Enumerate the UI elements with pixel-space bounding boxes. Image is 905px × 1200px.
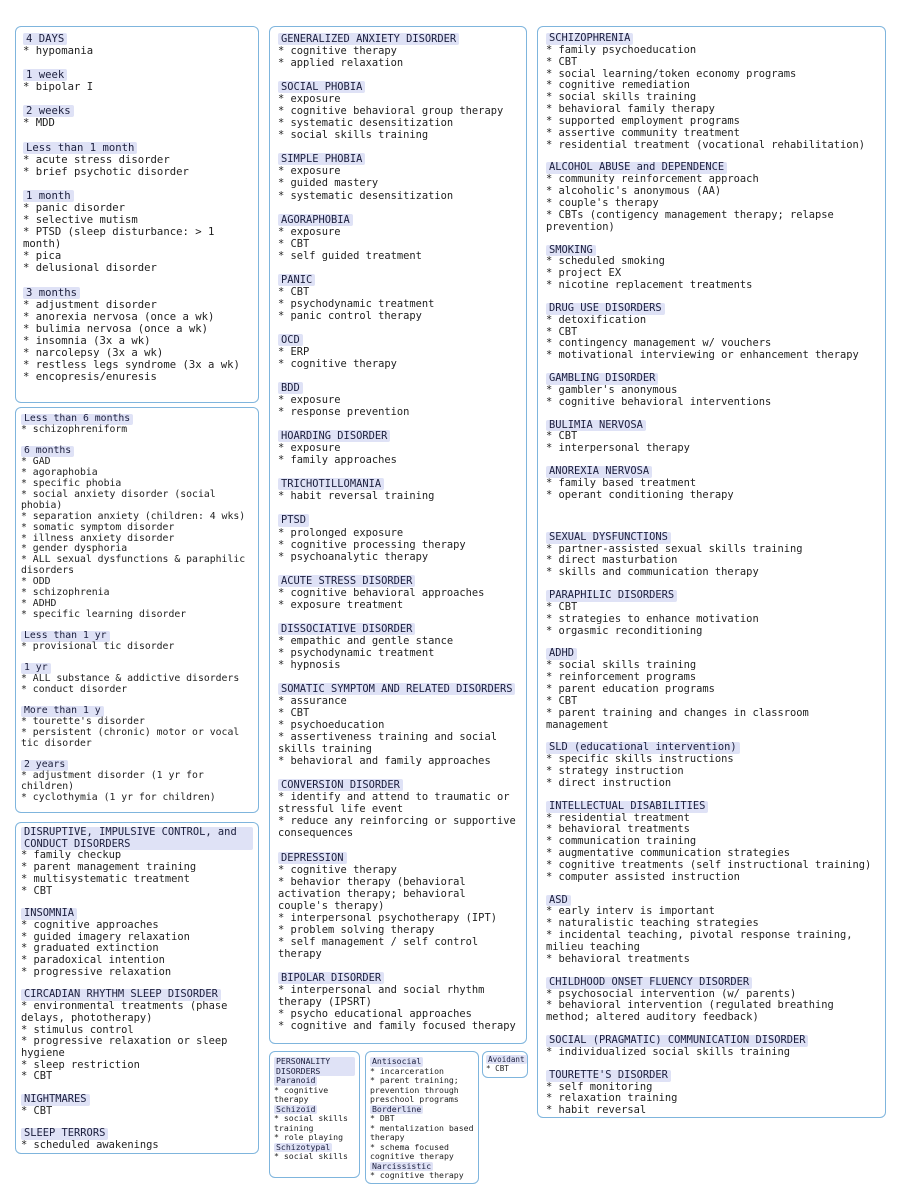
- section-heading: SOCIAL PHOBIA: [278, 81, 365, 93]
- treatment-item: * panic disorder: [23, 201, 126, 214]
- treatment-item: * cognitive therapy: [278, 863, 397, 876]
- section: [278, 382, 518, 418]
- treatment-item: * ADHD: [21, 598, 57, 610]
- treatment-item: * interpersonal therapy: [546, 442, 690, 455]
- section: [546, 420, 877, 456]
- section-heading: DISRUPTIVE, IMPULSIVE CONTROL, and CONDUCT DISORDERS: [21, 827, 253, 850]
- treatment-item: * direct masturbation: [546, 554, 678, 567]
- section-heading: 1 month: [23, 190, 74, 202]
- section-heading: HOARDING DISORDER: [278, 430, 390, 442]
- treatment-item: * somatic symptom disorder: [21, 521, 175, 533]
- section: [21, 1094, 253, 1117]
- treatment-item: * assertive community treatment: [546, 126, 740, 139]
- section-heading: DRUG USE DISORDERS: [546, 303, 665, 315]
- section-heading: INTELLECTUAL DISABILITIES: [546, 801, 708, 813]
- treatment-item: * incarceration: [370, 1065, 444, 1076]
- treatment-item: * parent training; prevention through preschool programs: [370, 1075, 464, 1104]
- treatment-item: * CBTs (contigency management therapy; relapse prevention): [546, 208, 841, 233]
- treatment-item: * exposure treatment: [278, 598, 404, 611]
- section-heading: Narcissistic: [372, 1160, 432, 1171]
- section-heading: Schizotypal: [276, 1141, 331, 1152]
- treatment-item: * CBT: [546, 55, 578, 68]
- treatment-item: * CBT: [486, 1064, 509, 1073]
- section-heading: PARAPHILIC DISORDERS: [546, 590, 677, 602]
- treatment-item: * tourette's disorder: [21, 715, 145, 727]
- section: [546, 1070, 877, 1117]
- treatment-item: * naturalistic teaching strategies: [546, 917, 759, 930]
- treatment-item: * systematic desensitization: [278, 189, 454, 202]
- treatment-item: * narcolepsy (3x a wk): [23, 346, 164, 359]
- treatment-item: * restless legs syndrome (3x a wk): [23, 359, 240, 372]
- section: [23, 33, 251, 57]
- section: [278, 274, 518, 322]
- treatment-item: * CBT: [546, 694, 578, 707]
- treatment-item: * response prevention: [278, 406, 410, 419]
- treatment-item: * conduct disorder: [21, 683, 128, 695]
- treatment-item: * psychoanalytic therapy: [278, 550, 429, 563]
- section: [21, 631, 253, 653]
- section: [21, 760, 253, 804]
- treatment-item: * guided mastery: [278, 177, 379, 190]
- treatment-item: * cognitive remediation: [546, 79, 690, 92]
- treatment-item: * community reinforcement approach: [546, 173, 759, 186]
- section: [546, 895, 877, 966]
- treatment-item: * cognitive therapy: [278, 45, 397, 58]
- treatment-item: * self guided treatment: [278, 249, 422, 262]
- section: [278, 514, 518, 562]
- treatment-item: * applied relaxation: [278, 57, 404, 70]
- treatment-item: * CBT: [21, 884, 53, 897]
- treatment-item: * specific skills instructions: [546, 753, 734, 766]
- treatment-item: * parent training and changes in classroom management: [546, 706, 816, 731]
- durations-panel-long: [15, 407, 259, 813]
- treatment-item: * assertiveness training and social skills training: [278, 731, 504, 756]
- treatment-item: * schema focused cognitive therapy: [370, 1141, 454, 1161]
- anxiety-mood-treatments-panel: [269, 26, 527, 1044]
- treatment-item: * psychoeducation: [278, 719, 385, 732]
- section: [23, 69, 251, 93]
- treatment-item: * communication training: [546, 835, 697, 848]
- treatment-item: * cognitive behavioral group therapy: [278, 105, 504, 118]
- treatment-item: * psychodynamic treatment: [278, 646, 435, 659]
- treatment-item: * strategies to enhance motivation: [546, 612, 759, 625]
- section-heading: Less than 6 months: [21, 414, 133, 425]
- section-heading: ASD: [546, 895, 571, 907]
- treatment-item: * cognitive behavioral approaches: [278, 586, 485, 599]
- section: [23, 287, 251, 384]
- treatment-item: * insomnia (3x a wk): [23, 334, 151, 347]
- section: [278, 478, 518, 502]
- treatment-item: * computer assisted instruction: [546, 870, 740, 883]
- treatment-item: * CBT: [546, 430, 578, 443]
- treatment-item: * CBT: [21, 1104, 53, 1117]
- treatment-item: * operant conditioning therapy: [546, 488, 734, 501]
- treatment-item: * parent management training: [21, 861, 197, 874]
- section: [278, 575, 518, 611]
- treatment-item: * illness anxiety disorder: [21, 532, 175, 544]
- section: [21, 414, 253, 436]
- treatment-item: * partner-assisted sexual skills training: [546, 542, 803, 555]
- treatment-item: * incidental teaching, pivotal response training, milieu teaching: [546, 929, 859, 953]
- treatment-item: * family based treatment: [546, 477, 697, 489]
- treatment-item: * interpersonal psychotherapy (IPT): [278, 911, 497, 924]
- treatment-item: * reduce any reinforcing or supportive consequences: [278, 815, 522, 840]
- treatment-item: * detoxification: [546, 313, 647, 326]
- section-heading: CHILDHOOD ONSET FLUENCY DISORDER: [546, 977, 752, 989]
- treatment-item: * graduated extinction: [21, 942, 159, 955]
- section: [546, 33, 877, 151]
- treatment-item: * hypomania: [23, 45, 94, 58]
- treatment-item: * hypnosis: [278, 658, 341, 671]
- treatment-item: * guided imagery relaxation: [21, 930, 190, 943]
- treatment-item: * separation anxiety (children: 4 wks): [21, 510, 246, 522]
- treatment-item: * ODD: [21, 576, 51, 588]
- treatment-item: * CBT: [21, 1070, 53, 1083]
- treatment-item: * mentalization based therapy: [370, 1122, 479, 1142]
- section: [370, 1057, 474, 1105]
- treatment-item: * exposure: [278, 225, 341, 238]
- treatment-item: * early interv is important: [546, 905, 715, 918]
- section-heading: SIMPLE PHOBIA: [278, 153, 365, 165]
- treatment-item: * systematic desensitization: [278, 117, 454, 130]
- treatment-item: * gender dysphoria: [21, 543, 128, 555]
- section: [546, 466, 877, 502]
- treatment-item: * ALL substance & addictive disorders: [21, 673, 240, 685]
- section: [546, 303, 877, 362]
- treatment-item: * GAD: [21, 455, 51, 467]
- section: [546, 532, 877, 579]
- treatment-item: * behavioral family therapy: [546, 103, 715, 116]
- section: [21, 1128, 253, 1151]
- treatment-item: * habit reversal training: [278, 490, 435, 503]
- section-heading: CONVERSION DISORDER: [278, 779, 403, 791]
- treatment-item: * cognitive behavioral interventions: [546, 395, 772, 408]
- treatment-item: * paradoxical intention: [21, 954, 165, 967]
- section: [23, 190, 251, 275]
- section-heading: PTSD: [278, 514, 309, 526]
- section-heading: Schizoid: [276, 1103, 316, 1114]
- section: [21, 663, 253, 696]
- section-heading: BULIMIA NERVOSA: [546, 420, 646, 432]
- treatment-item: * environmental treatments (phase delays, phototherapy): [21, 1000, 234, 1024]
- disruptive-sleep-panel: [15, 822, 259, 1154]
- treatment-item: * sleep restriction: [21, 1058, 140, 1071]
- section: [21, 989, 253, 1083]
- treatment-item: * progressive relaxation: [21, 965, 172, 978]
- treatment-item: * specific learning disorder: [21, 609, 187, 621]
- treatment-item: * identify and attend to traumatic or stressful life event: [278, 791, 516, 816]
- treatment-item: * pica: [23, 250, 62, 263]
- section-heading: ANOREXIA NERVOSA: [546, 466, 652, 478]
- treatment-item: * behavioral intervention (regulated breathing method; altered auditory feedback): [546, 999, 841, 1024]
- treatment-item: * progressive relaxation or sleep hygiene: [21, 1035, 234, 1059]
- treatment-item: * self monitoring: [546, 1080, 653, 1093]
- treatment-item: * social skills training: [546, 659, 697, 672]
- section: [278, 623, 518, 671]
- section: [546, 162, 877, 233]
- section: [546, 801, 877, 884]
- treatment-item: * exposure: [278, 165, 341, 178]
- treatment-item: * bulimia nervosa (once a wk): [23, 322, 208, 335]
- section: [21, 446, 253, 621]
- section: [278, 683, 518, 767]
- treatment-item: * behavioral treatments: [546, 952, 690, 965]
- section-heading: 4 DAYS: [23, 33, 67, 45]
- section-heading: ACUTE STRESS DISORDER: [278, 575, 415, 587]
- section: [278, 334, 518, 370]
- section: [21, 827, 253, 897]
- section-heading: BDD: [278, 382, 303, 394]
- section-heading: PANIC: [278, 274, 315, 286]
- section: [278, 214, 518, 262]
- treatment-item: * gambler's anonymous: [546, 383, 678, 396]
- treatment-item: * bipolar I: [23, 81, 94, 94]
- section-heading: Borderline: [372, 1103, 422, 1114]
- section-heading: INSOMNIA: [21, 908, 77, 920]
- treatment-item: * multisystematic treatment: [21, 872, 190, 885]
- treatment-item: * scheduled smoking: [546, 255, 665, 268]
- treatment-item: * relaxation training: [546, 1092, 678, 1105]
- treatment-item: * stimulus control: [21, 1023, 134, 1036]
- treatment-item: * role playing: [274, 1132, 344, 1142]
- treatment-item: * ALL sexual dysfunctions & paraphilic disorders: [21, 554, 252, 577]
- treatment-item: * supported employment programs: [546, 114, 740, 127]
- treatment-item: * ERP: [278, 345, 310, 358]
- section: [370, 1162, 474, 1181]
- treatment-item: * social learning/token economy programs: [546, 67, 797, 80]
- section-heading: SOMATIC SYMPTOM AND RELATED DISORDERS: [278, 683, 515, 695]
- section-heading: Avoidant: [488, 1055, 525, 1064]
- section-heading: 1 week: [23, 69, 67, 81]
- section: [21, 706, 253, 750]
- treatment-item: * habit reversal: [546, 1104, 647, 1117]
- treatment-item: * exposure: [278, 93, 341, 106]
- section-heading: 3 months: [23, 287, 80, 299]
- section-heading: Antisocial: [372, 1056, 422, 1066]
- treatment-item: * DBT: [370, 1113, 395, 1123]
- section-heading: Paranoid: [276, 1075, 316, 1085]
- section-heading: Less than 1 yr: [21, 631, 110, 642]
- treatment-item: * specific phobia: [21, 477, 122, 489]
- section: [278, 852, 518, 960]
- treatment-item: * exposure: [278, 394, 341, 407]
- section-heading: SLEEP TERRORS: [21, 1128, 108, 1140]
- section-heading: SCHIZOPHRENIA: [546, 33, 633, 45]
- treatment-item: * orgasmic reconditioning: [546, 624, 703, 637]
- treatment-item: * brief psychotic disorder: [23, 165, 189, 178]
- section-heading: TOURETTE'S DISORDER: [546, 1070, 671, 1082]
- section: [278, 972, 518, 1032]
- treatment-item: * social skills training: [278, 129, 429, 142]
- treatment-item: * CBT: [278, 285, 310, 298]
- treatment-item: * empathic and gentle stance: [278, 634, 454, 647]
- section-heading: ADHD: [546, 648, 577, 660]
- treatment-item: * cognitive treatments (self instructional training): [546, 858, 872, 871]
- section: [546, 373, 877, 409]
- treatment-item: * social anxiety disorder (social phobia): [21, 488, 222, 511]
- treatment-item: * skills and communication therapy: [546, 566, 759, 579]
- section: [546, 977, 877, 1024]
- section-heading: GENERALIZED ANXIETY DISORDER: [278, 33, 459, 45]
- treatment-item: * direct instruction: [546, 776, 672, 789]
- treatment-item: * cognitive processing therapy: [278, 538, 466, 551]
- treatment-item: * schizophrenia: [21, 587, 110, 599]
- treatment-item: * CBT: [278, 707, 310, 720]
- section: [546, 245, 877, 292]
- treatment-item: * CBT: [278, 237, 310, 250]
- section: [274, 1057, 355, 1076]
- treatment-item: * agoraphobia: [21, 466, 98, 478]
- treatment-item: * social skills: [274, 1151, 348, 1161]
- treatment-item: * motivational interviewing or enhancement therapy: [546, 349, 859, 362]
- section: [23, 142, 251, 178]
- treatment-item: * CBT: [546, 325, 578, 338]
- durations-panel-short: [15, 26, 259, 403]
- section: [274, 1076, 355, 1105]
- treatment-item: * cognitive therapy: [370, 1170, 464, 1180]
- treatment-item: * cognitive and family focused therapy: [278, 1020, 516, 1033]
- section-heading: 1 yr: [21, 663, 51, 674]
- treatment-item: * panic control therapy: [278, 309, 422, 322]
- avoidant-panel: [482, 1051, 528, 1078]
- section: [278, 153, 518, 201]
- section: [278, 779, 522, 840]
- treatment-item: * behavioral and family approaches: [278, 755, 491, 768]
- section-heading: Less than 1 month: [23, 142, 137, 154]
- treatment-item: * project EX: [546, 267, 622, 280]
- treatment-item: * scheduled awakenings: [21, 1139, 159, 1152]
- treatment-item: * MDD: [23, 117, 55, 130]
- treatment-item: * selective mutism: [23, 214, 138, 227]
- section-heading: More than 1 y: [21, 706, 104, 717]
- treatment-item: * family approaches: [278, 454, 397, 467]
- personality-disorders-panel: [269, 1051, 360, 1178]
- treatment-item: * residential treatment (vocational rehabilitation): [546, 138, 866, 151]
- treatment-item: * individualized social skills training: [546, 1045, 790, 1058]
- treatment-item: * contingency management w/ vouchers: [546, 337, 772, 350]
- treatment-item: * cognitive therapy: [278, 358, 397, 371]
- treatment-item: * cyclothymia (1 yr for children): [21, 791, 216, 803]
- section: [23, 105, 251, 129]
- treatment-item: * behavior therapy (behavioral activation therapy; behavioral couple's therapy): [278, 875, 472, 912]
- treatment-item: * cognitive therapy: [274, 1084, 334, 1104]
- treatment-item: * couple's therapy: [546, 196, 659, 209]
- section: [486, 1055, 524, 1073]
- treatment-item: * provisional tic disorder: [21, 641, 175, 653]
- treatment-item: * adjustment disorder: [23, 298, 157, 311]
- section: [278, 33, 518, 69]
- section-heading: 6 months: [21, 446, 74, 457]
- treatment-item: * cognitive approaches: [21, 918, 159, 931]
- treatment-item: * acute stress disorder: [23, 153, 170, 166]
- treatment-item: * behavioral treatments: [546, 823, 690, 836]
- treatment-item: * psychosocial intervention (w/ parents): [546, 987, 797, 1000]
- treatment-item: * encopresis/enuresis: [23, 371, 157, 384]
- section: [546, 742, 877, 789]
- treatment-item: * self management / self control therapy: [278, 935, 485, 960]
- treatment-item: * schizophreniform: [21, 423, 128, 435]
- treatment-item: * augmentative communication strategies: [546, 847, 790, 860]
- section-heading: DEPRESSION: [278, 852, 347, 864]
- treatment-item: * alcoholic's anonymous (AA): [546, 185, 722, 198]
- section-heading: PERSONALITY DISORDERS: [274, 1057, 355, 1076]
- section-heading: SLD (educational intervention): [546, 742, 740, 754]
- psychosis-substance-developmental-panel: [537, 26, 886, 1118]
- antisocial-borderline-panel: [365, 1051, 479, 1184]
- treatment-item: * exposure: [278, 442, 341, 455]
- treatment-item: * PTSD (sleep disturbance: > 1 month): [23, 226, 221, 251]
- section-heading: SMOKING: [546, 245, 596, 257]
- section-heading: DISSOCIATIVE DISORDER: [278, 623, 415, 635]
- treatment-item: * psycho educational approaches: [278, 1008, 472, 1021]
- treatment-item: * interpersonal and social rhythm therapy (IPSRT): [278, 984, 491, 1009]
- treatment-item: * CBT: [546, 600, 578, 613]
- treatment-item: * strategy instruction: [546, 765, 684, 778]
- treatment-item: * family psychoeducation: [546, 43, 697, 56]
- treatment-item: * prolonged exposure: [278, 526, 404, 539]
- section: [274, 1143, 355, 1162]
- section: [274, 1105, 355, 1143]
- section-heading: 2 years: [21, 760, 68, 771]
- section-heading: AGORAPHOBIA: [278, 214, 353, 226]
- section: [370, 1103, 479, 1162]
- treatment-item: * persistent (chronic) motor or vocal tic disorder: [21, 726, 246, 749]
- section: [278, 81, 518, 141]
- section-heading: NIGHTMARES: [21, 1094, 90, 1106]
- treatment-item: * nicotine replacement treatments: [546, 279, 753, 292]
- treatment-item: * problem solving therapy: [278, 923, 435, 936]
- section: [278, 430, 518, 466]
- section: [21, 908, 253, 978]
- section-heading: BIPOLAR DISORDER: [278, 972, 384, 984]
- treatment-item: * psychodynamic treatment: [278, 297, 435, 310]
- section-heading: GAMBLING DISORDER: [546, 373, 658, 385]
- treatment-item: * adjustment disorder (1 yr for children): [21, 769, 210, 792]
- section-heading: ALCOHOL ABUSE and DEPENDENCE: [546, 162, 727, 174]
- treatment-item: * social skills training: [546, 91, 697, 104]
- section: [546, 648, 877, 731]
- treatment-item: * residential treatment: [546, 811, 690, 824]
- treatment-item: * social skills training: [274, 1113, 353, 1133]
- section-heading: TRICHOTILLOMANIA: [278, 478, 384, 490]
- section-heading: SEXUAL DYSFUNCTIONS: [546, 532, 671, 544]
- treatment-item: * parent education programs: [546, 682, 715, 695]
- section-heading: OCD: [278, 334, 303, 346]
- treatment-item: * delusional disorder: [23, 262, 157, 275]
- treatment-item: * family checkup: [21, 849, 122, 862]
- section: [546, 1035, 877, 1059]
- section-heading: SOCIAL (PRAGMATIC) COMMUNICATION DISORDER: [546, 1035, 808, 1047]
- treatment-item: * anorexia nervosa (once a wk): [23, 310, 215, 323]
- section-heading: CIRCADIAN RHYTHM SLEEP DISORDER: [21, 989, 221, 1001]
- treatment-item: * reinforcement programs: [546, 671, 697, 684]
- treatment-item: * assurance: [278, 695, 347, 708]
- section-heading: 2 weeks: [23, 105, 74, 117]
- section: [546, 590, 877, 637]
